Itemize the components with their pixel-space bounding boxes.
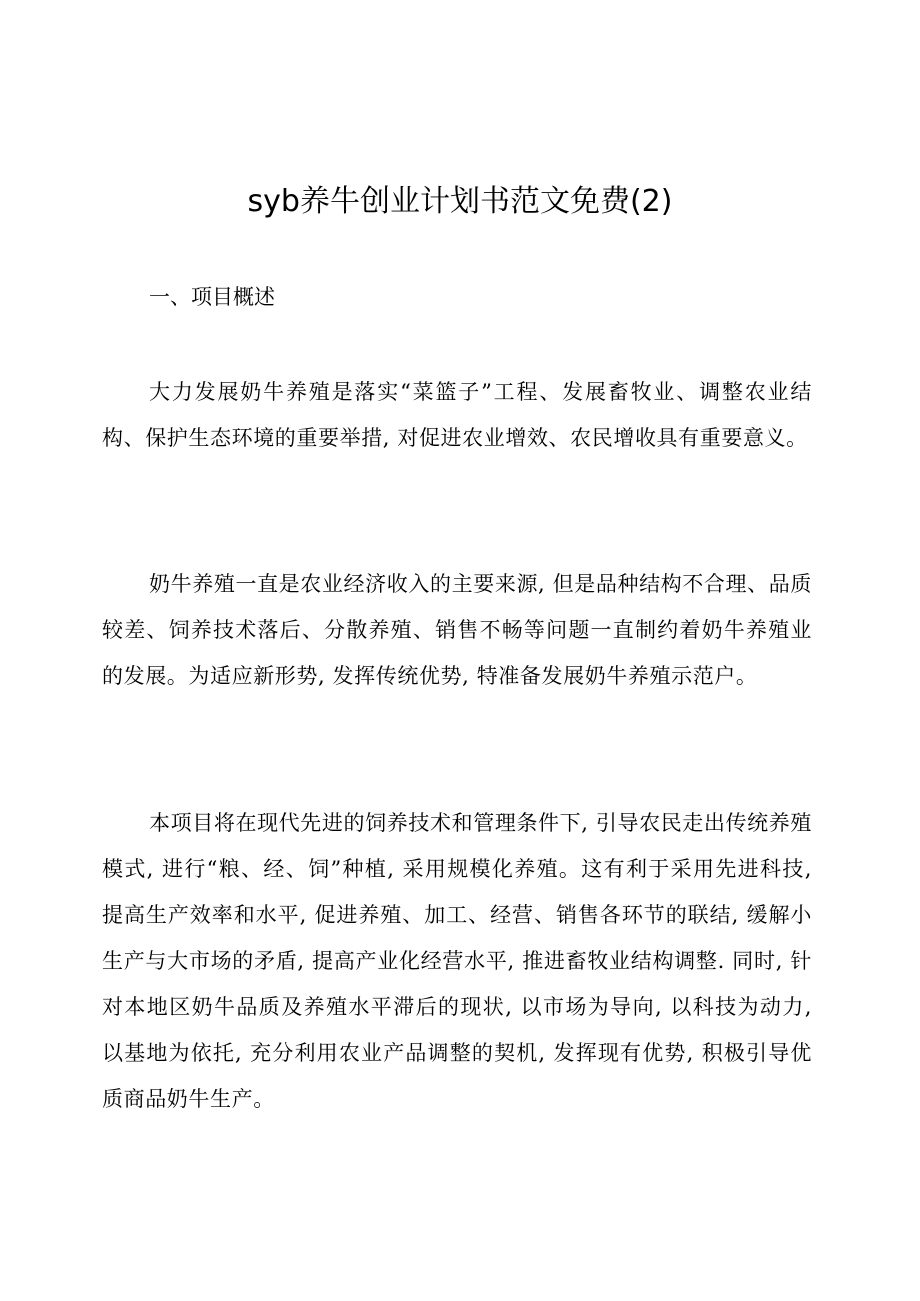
document-title: syb养牛创业计划书范文免费(2) bbox=[247, 184, 673, 219]
paragraph-1: 大力发展奶牛养殖是落实“菜篮子”工程、发展畜牧业、调整农业结构、保护生态环境的重要举措, 对促进农业增效、农民增收具有重要意义。 bbox=[102, 380, 812, 450]
paragraph-2: 奶牛养殖一直是农业经济收入的主要来源, 但是品种结构不合理、品质较差、饲养技术落后、分散养殖、销售不畅等问题一直制约着奶牛养殖业的发展。为适应新形势, 发挥传统优势, 特准备发展奶牛养殖示范户。 bbox=[102, 572, 812, 688]
section-heading: 一、项目概述 bbox=[149, 285, 275, 309]
paragraph-3: 本项目将在现代先进的饲养技术和管理条件下, 引导农民走出传统养殖模式, 进行“粮、经、饲”种植, 采用规模化养殖。这有利于采用先进科技, 提高生产效率和水平, 促进养殖、加工、经营、销售各环节的联结, 缓解小生产与大市场的矛盾, 提高产业化经营水平, 推进畜牧业结构调整. 同时, 针对本地区奶牛品质及养殖水平滞后的现状, 以市场为导向, 以科技为动力, 以基地为依托, 充分利用农业产品调整的契机, 发挥现有优势, 积极引导优质商品奶牛生产。 bbox=[102, 811, 812, 1111]
